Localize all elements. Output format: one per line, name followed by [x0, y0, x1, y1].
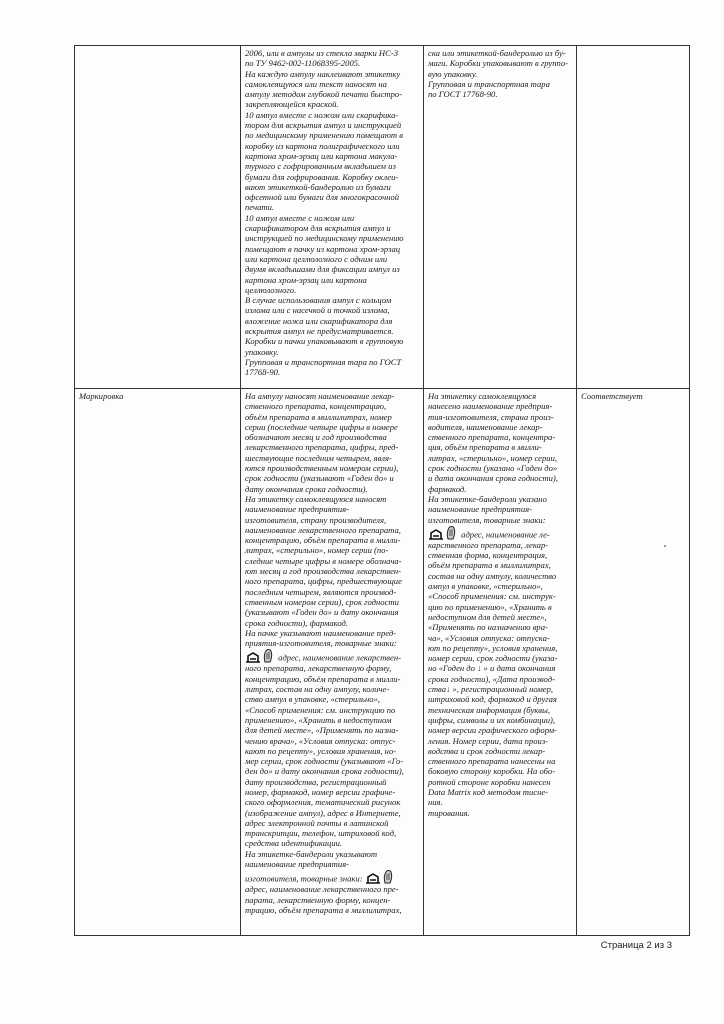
text-line: ден до» и дату окончания срока годности),	[245, 766, 404, 777]
text-line: водителя, наименование лекар-	[428, 421, 543, 432]
text-line: номер версии графического оформ-	[428, 725, 557, 736]
text-line: серии (последние четыре цифры в номере	[245, 421, 398, 432]
text-line: фармакод.	[428, 483, 467, 494]
text-line: ного препарата, лекарственную форму,	[245, 663, 392, 674]
text-line: карственного препарата, лекар-	[428, 539, 549, 550]
text-line: ственного препарата, концентра-	[428, 432, 556, 443]
text-line: На этикетке-бандероли указано	[428, 493, 547, 504]
text-line: литрах, состав на одну ампулу, количе-	[245, 684, 390, 695]
row1-label-cell	[75, 46, 241, 389]
text-line: (указывают «Годен до» и дату окончания	[245, 607, 399, 618]
text-line: турного с гофрированным вкладышем из	[245, 161, 396, 172]
text-line: лекарственного препарата, цифры, пред-	[245, 442, 399, 453]
text-line: изготовителя, товарные знаки:	[428, 514, 546, 525]
text-line: Коробки и пачки упаковывают в групповую	[245, 336, 404, 347]
row2-result-cell	[424, 389, 577, 936]
text-line: применению», «Хранить в недоступном	[245, 714, 392, 725]
text-line: наименование предприятия-	[245, 504, 349, 515]
text-line: последним четырем, являются производ-	[245, 586, 397, 597]
text-line: ампулу методом глубокой печати быстро-	[245, 89, 403, 100]
text-line: ют месяц и год производства лекарствен-	[245, 566, 402, 577]
text-line: цифры, символы и их комбинации),	[428, 714, 556, 725]
table-row-packaging	[75, 46, 690, 389]
text-line: срока годности), «Дата производ-	[428, 673, 555, 684]
text-line: Групповая и транспортная тара	[428, 78, 550, 89]
text-line: В случае использования ампул с кольцом	[245, 295, 392, 306]
text-line: ция, объём препарата в милли-	[428, 442, 542, 453]
manufacturer-logo-icon	[365, 872, 381, 884]
text-line: ского оформления, тематический рисунок	[245, 797, 401, 808]
text-line: боковую сторону коробки. На обо-	[428, 766, 555, 777]
icons-line-1	[245, 648, 419, 663]
text-line: водства и срок годности лекар-	[428, 745, 546, 756]
text-line: 2006, или в ампулы из стекла марки НС-3	[245, 48, 398, 58]
text-line: «Применять по назначению вра-	[428, 622, 548, 633]
text-line: (изображение ампул), адрес в Интернете,	[245, 807, 401, 818]
text-line: по медицинскому применению помещают в	[245, 130, 403, 141]
text-line: и дата окончания срока годности),	[428, 473, 558, 484]
text-line: излома или с насечкой и точкой излома,	[245, 305, 390, 316]
text-line: печати.	[245, 202, 275, 213]
text-line: срок годности (указано «Годен до»	[428, 463, 558, 474]
text-line: упаковку.	[245, 346, 279, 357]
manufacturer-logo-icon	[428, 528, 444, 540]
text-line: недоступном для детей месте»,	[428, 611, 547, 622]
text-line: концентрацию, объём препарата в милли-	[245, 673, 401, 684]
text-line: мер серии, срок годности (указывают «Го-	[245, 756, 404, 767]
marking-label: Маркировка	[79, 391, 124, 401]
icons-line-1-text: адрес, наименование лекарствен-	[278, 653, 401, 664]
text-line: картона хром-эрзац или картона макула-	[245, 150, 398, 161]
text-line: картона хром-эрзац или картона	[245, 274, 367, 285]
text-line: объём препарата в миллилитрах,	[428, 560, 551, 571]
text-line: трацию, объём препарата в миллилитрах,	[245, 904, 402, 915]
text-line: нанесено наименование предприя-	[428, 401, 553, 412]
text-line: по ТУ 9462-002-11068395-2005.	[245, 58, 361, 69]
icons-line-2	[245, 869, 419, 884]
text-line: целлюлозного.	[245, 284, 297, 295]
conformity-verdict: Соответствует	[581, 391, 643, 401]
text-line: срок годности (указывают «Годен до» и	[245, 473, 394, 484]
text-line: закрепляющейся краской.	[245, 99, 339, 110]
text-line: следние четыре цифры в номере обознача-	[245, 555, 402, 566]
text-line: самоклеящуюся или текст наносят на	[245, 78, 387, 89]
text-line: объём препарата в миллилитрах, номер	[245, 411, 392, 422]
text-line: На этикетке-бандероли указывают	[245, 848, 378, 859]
text-line: ампул в упаковке, «стерильно»,	[428, 581, 543, 592]
text-line: На этикетку самоклеящуюся	[428, 391, 537, 401]
text-line: бумаги для гофрирования. Коробку оклеи-	[245, 171, 399, 182]
manufacturer-logo-icon	[245, 651, 261, 663]
text-line: но «Годен до ↓ » и дата окончания	[428, 663, 556, 674]
text-line: маги. Коробки упаковывают в группо-	[428, 58, 568, 69]
trademark-icons-2	[365, 869, 393, 884]
text-line: офсетной или бумаги для многокрасочной	[245, 192, 400, 203]
text-line: вложение ножа или скарификатора для	[245, 315, 393, 326]
text-line: 10 ампул вместе с ножом или скарифика-	[245, 109, 399, 120]
text-line: ска или этикеткой-бандеролью из бу-	[428, 48, 566, 58]
text-line: На каждую ампулу наклеивают этикетку	[245, 68, 401, 79]
text-line: тирования.	[428, 807, 470, 818]
text-line: по ГОСТ 17768-90.	[428, 89, 498, 100]
text-line: парата, лекарственную форму, концен-	[245, 894, 391, 905]
text-line: или картона целлюлозного с одним или	[245, 253, 388, 264]
text-line: техническая информация (буквы,	[428, 704, 550, 715]
row1-conclusion-cell	[577, 46, 690, 389]
text-line: коробку из картона полиграфического или	[245, 140, 400, 151]
text-line: наименование предприятия-	[245, 859, 349, 870]
text-line: адрес, наименование лекарственного пре-	[245, 884, 399, 895]
text-line: ния.	[428, 797, 443, 808]
text-line: двумя вкладышами для фиксации ампул из	[245, 264, 400, 275]
text-line: ственным номером серии), срок годности	[245, 596, 399, 607]
text-line: адрес электронной почты в латинской	[245, 817, 389, 828]
text-line: ственная форма, концентрация,	[428, 550, 548, 561]
spec-table	[74, 45, 690, 936]
text-line: помещают в пачку из картона хром-эрзац	[245, 243, 401, 254]
text-line: дату окончания срока годности).	[245, 483, 368, 494]
text-line: состав на одну ампулу, количество	[428, 570, 557, 581]
row2-conclusion-cell	[577, 389, 690, 936]
text-line: наименование лекарственного препарата,	[245, 524, 401, 535]
hand-mark-icon	[446, 525, 456, 540]
text-line: наименование предприятия-	[428, 504, 532, 515]
text-line: номер серии, срок годности (указа-	[428, 653, 558, 664]
text-line: ственного препарата, концентрацию,	[245, 401, 387, 412]
text-line: шествующие последним четырем, явля-	[245, 452, 392, 463]
text-line: ления. Номер серии, дата произ-	[428, 735, 549, 746]
text-line: 10 ампул вместе с ножом или	[245, 212, 355, 223]
hand-mark-icon	[383, 869, 393, 884]
text-line: Групповая и транспортная тара по ГОСТ	[245, 356, 402, 367]
text-line: инструкцией по медицинскому применению	[245, 233, 404, 244]
trademark-icons-3	[428, 525, 456, 540]
text-line: средства идентификации.	[245, 838, 343, 849]
text-line: ча», «Условия отпуска: отпуска-	[428, 632, 550, 643]
text-line: «Способ применения: см. инструк-	[428, 591, 556, 602]
text-line: изготовителя, страну производителя,	[245, 514, 387, 525]
text-line: «Способ применения: см. инструкцию по	[245, 704, 396, 715]
text-line: ного препарата, цифры, предшествующие	[245, 576, 402, 587]
text-line: ства↓ », регистрационный номер,	[428, 684, 554, 695]
text-line: вую упаковку.	[428, 68, 478, 79]
text-line: литрах, «стерильно», номер серии,	[428, 452, 558, 463]
text-line: чению врача», «Условия отпуска: отпус-	[245, 735, 396, 746]
row2-label-cell	[75, 389, 241, 936]
text-line: ство ампул в упаковке, «стерильно»,	[245, 694, 380, 705]
text-line: Data Matrix код методом тисне-	[428, 786, 549, 797]
hand-mark-icon	[263, 648, 273, 663]
text-line: На ампулу наносят наименование лекар-	[245, 391, 395, 401]
text-line: тия-изготовителя, страна произ-	[428, 411, 554, 422]
text-line: литрах, «стерильно», номер серии (по-	[245, 545, 389, 556]
text-line: срока годности), фармакод.	[245, 617, 348, 628]
text-line: скарификатором для вскрытия ампул и	[245, 223, 391, 234]
text-line: штриховой код, фармакод и другая	[428, 694, 557, 705]
text-line: На этикетку самоклеящуюся наносят	[245, 493, 387, 504]
page-number: Страница 2 из 3	[600, 940, 672, 951]
text-line: дату производства, регистрационный	[245, 776, 387, 787]
text-line: концентрацию, объём препарата в милли-	[245, 535, 401, 546]
text-line: ются производственным номером серии),	[245, 463, 399, 474]
trademark-icons	[245, 648, 273, 663]
text-line: номер, фармакод, номер версии графиче-	[245, 786, 396, 797]
text-line: кают по рецепту», условия хранения, но-	[245, 745, 397, 756]
text-line: тором для вскрытия ампул и инструкцией	[245, 120, 402, 131]
row1-requirement-cell	[241, 46, 424, 389]
text-line: приятия-изготовителя, товарные знаки:	[245, 638, 397, 649]
icons-line-3	[428, 525, 572, 540]
text-line: вают этикеткой-бандеролью из бумаги	[245, 181, 391, 192]
text-line: для детей месте», «Применять по назна-	[245, 725, 399, 736]
icons-line-2-text: изготовителя, товарные знаки:	[245, 874, 363, 885]
row1-result-cell	[424, 46, 577, 389]
text-line: обозначают месяц и год производства	[245, 432, 387, 443]
text-line: ротной стороне коробки нанесен	[428, 776, 551, 787]
text-line: ют по рецепту», условия хранения,	[428, 642, 558, 653]
text-line: транскрипции, телефон, штриховой код,	[245, 828, 397, 839]
text-line: 17768-90.	[245, 367, 281, 378]
text-line: На пачке указывают наименование пред-	[245, 627, 397, 638]
icons-line-3-text: адрес, наименование ле-	[461, 529, 550, 540]
table-row-marking	[75, 389, 690, 936]
row2-requirement-cell	[241, 389, 424, 936]
text-line: ственного препарата нанесены на	[428, 756, 556, 767]
text-line: вскрытия ампул не предусматривается.	[245, 326, 394, 337]
text-line: цию по применению», «Хранить в	[428, 601, 552, 612]
